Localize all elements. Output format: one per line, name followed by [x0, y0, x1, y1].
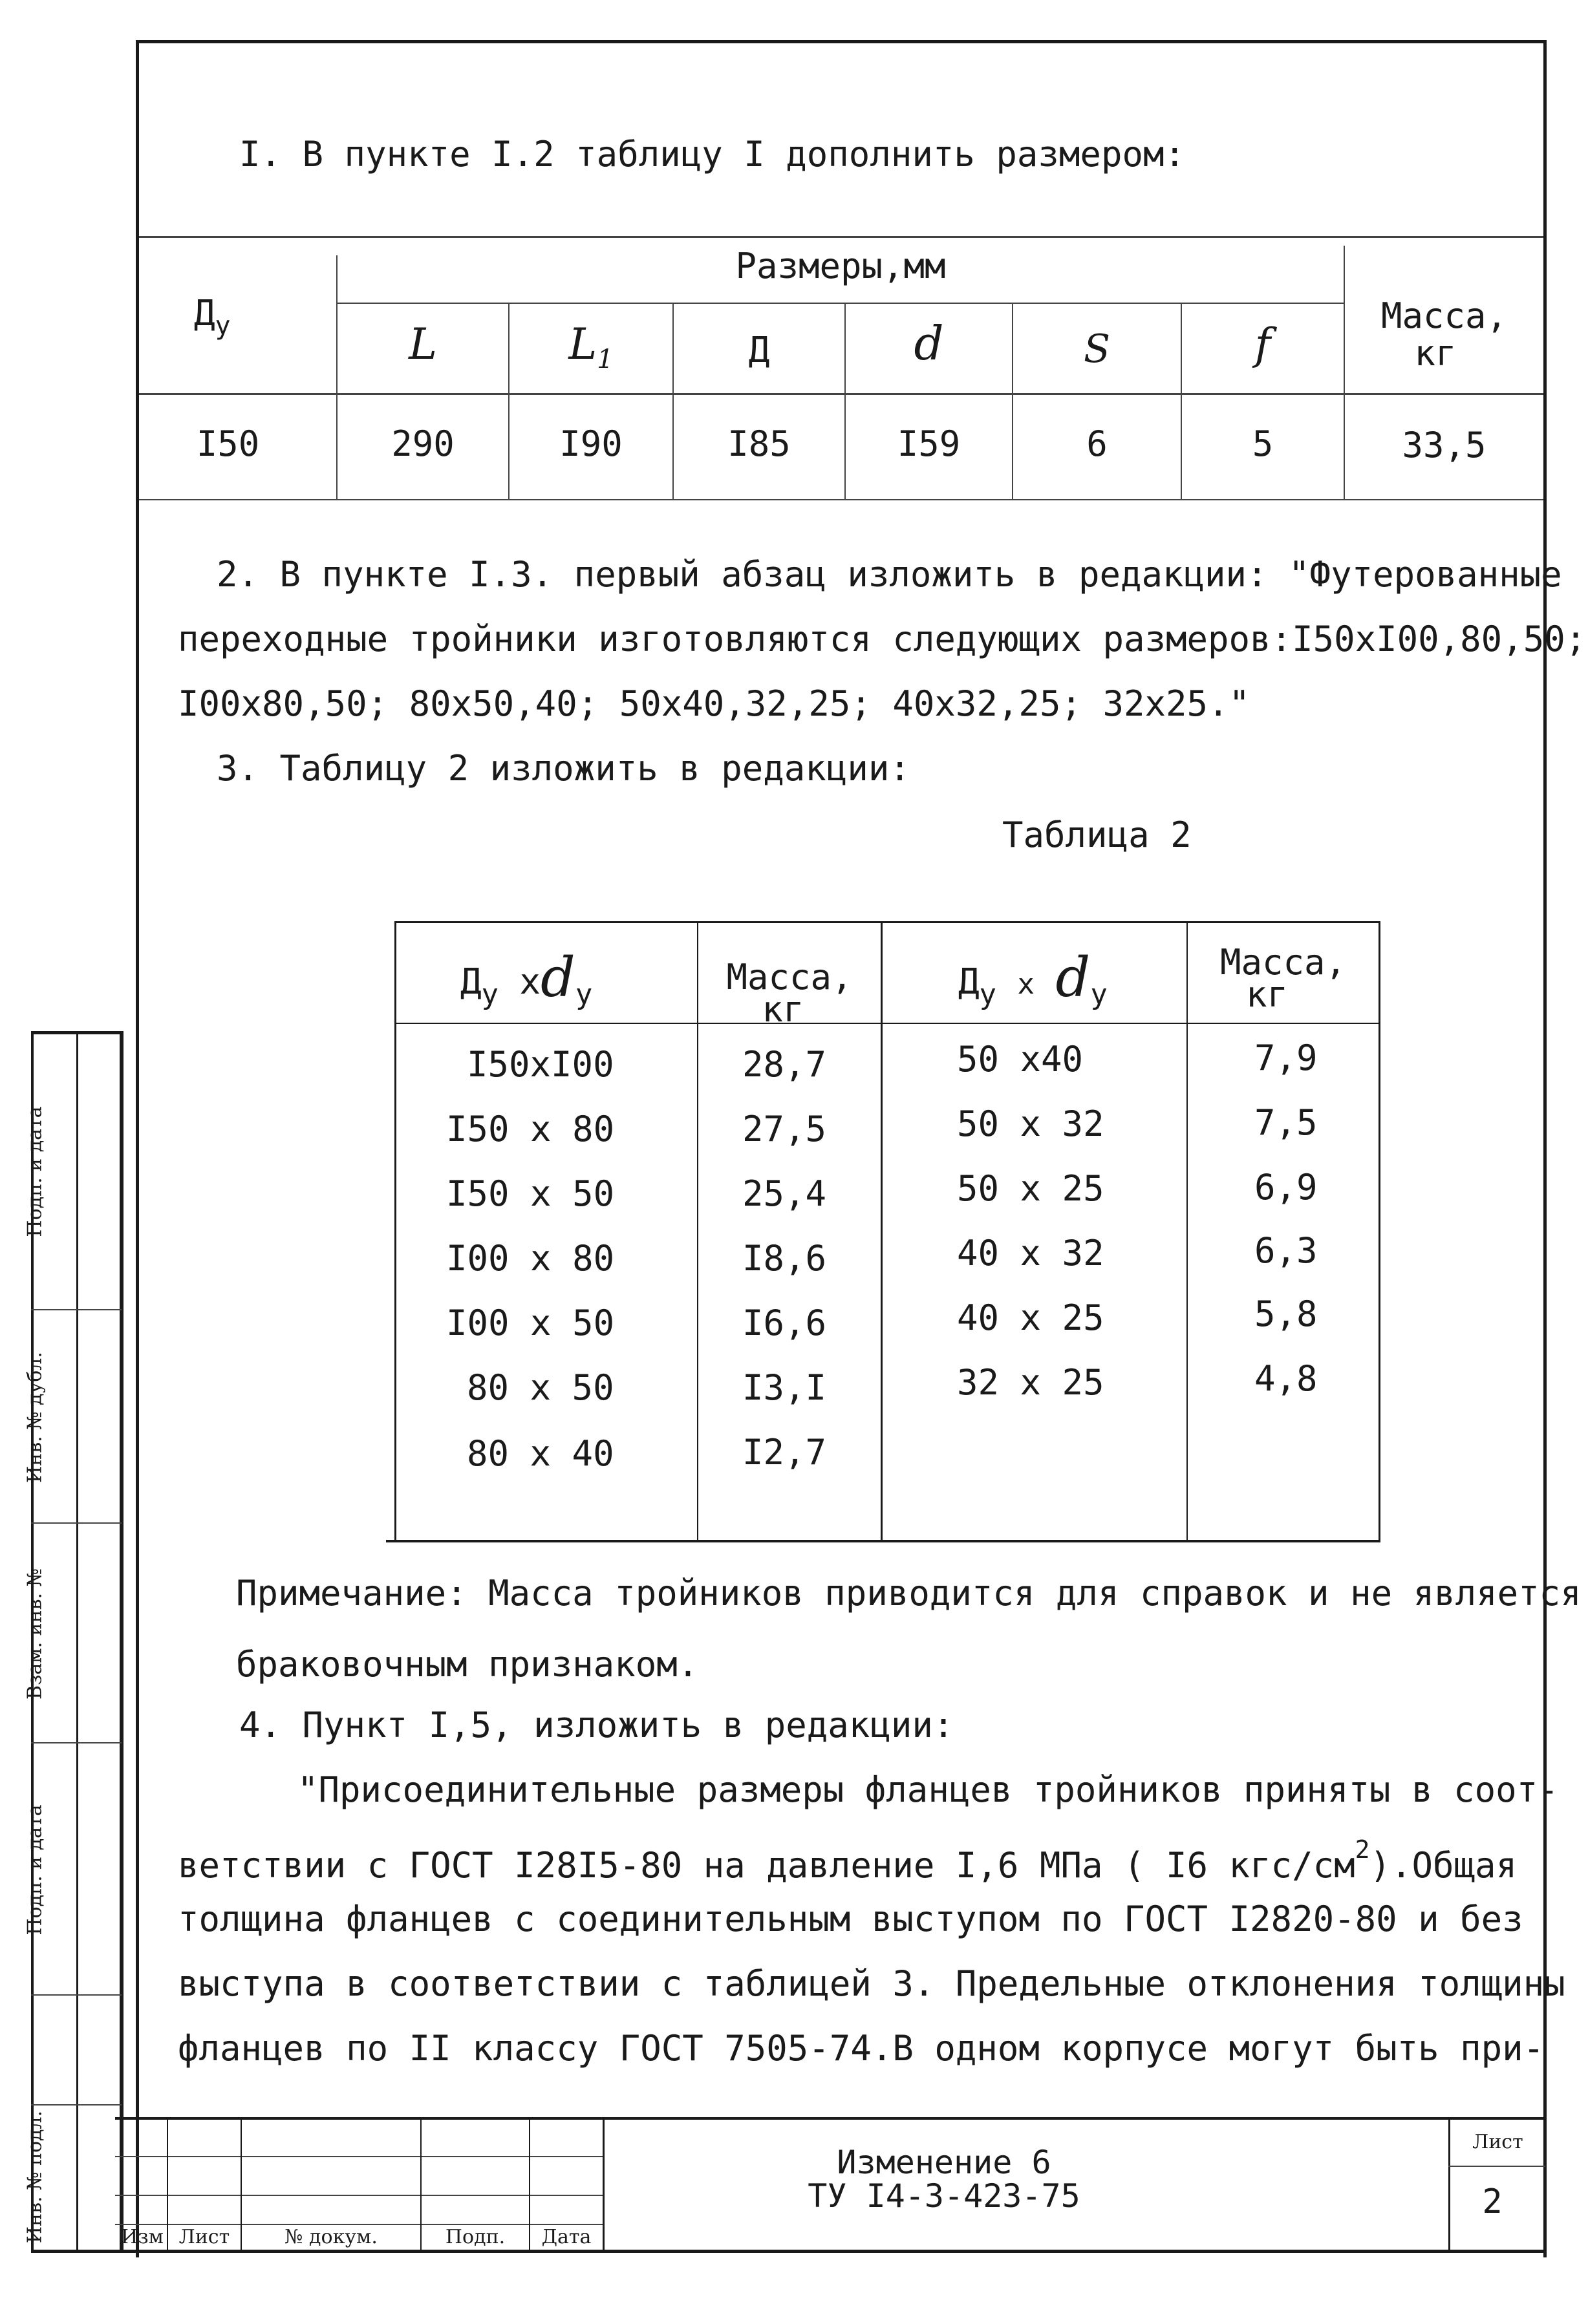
item-4-line: ветствии с ГОСТ I28I5-80 на давление I,6 МПа ( I6 кгс/$см^2).Общая$	[178, 1835, 1518, 1886]
table2-row-mass: I8,6	[742, 1238, 827, 1279]
stamp-col-date: Дата	[541, 2226, 592, 2248]
table1-header-L: L	[409, 319, 437, 369]
table2-row-mass: 7,5	[1254, 1102, 1318, 1143]
table2-row-mass: 28,7	[742, 1044, 827, 1085]
table2-row-mass: 4,8	[1254, 1358, 1318, 1399]
table1-header-du: $Д_у$	[194, 293, 231, 341]
table1-header-S: S	[1083, 326, 1111, 372]
table1-header-d: d	[914, 316, 944, 370]
table1-cell: I50	[196, 423, 260, 464]
item-4-line: "Присоединительные размеры фланцев тройников приняты в соот-	[297, 1769, 1559, 1810]
table2-row-mass: I6,6	[742, 1303, 827, 1343]
table2-row-size: 40 x 25	[957, 1297, 1104, 1338]
table1-cell: 5	[1252, 423, 1274, 464]
table1-cell: 290	[391, 423, 455, 464]
item-4-text: 4. Пункт I,5, изложить в редакции:	[239, 1705, 954, 1745]
stamp-sheet-label: Лист	[1472, 2131, 1523, 2153]
table2-header-mass-unit-right: кг	[1245, 974, 1289, 1015]
item-4-line: толщина фланцев с соединительным выступом по ГОСТ I2820-80 и без	[178, 1899, 1523, 1939]
stamp-title: Изменение 6	[837, 2144, 1051, 2181]
table2-row-mass: 27,5	[742, 1109, 827, 1149]
table2-row-size: I00 x 50	[446, 1303, 615, 1343]
table1-cell: 6	[1086, 423, 1108, 464]
side-label-replace-inv: Взам. инв. №	[23, 1568, 47, 1700]
stamp-sheet-number: 2	[1482, 2182, 1503, 2221]
table1-cell: I85	[727, 423, 791, 464]
table2-row-size: I50 x 50	[446, 1173, 615, 1214]
table2-header-mass-left: Масса,	[726, 957, 853, 997]
table2-row-size: 50 x40	[957, 1039, 1084, 1080]
side-label-sign-date-2: Подп. и дата	[23, 1804, 47, 1935]
side-label-sign-date: Подп. и дата	[23, 1106, 47, 1237]
item-2-line: 2. В пункте I.3. первый абзац изложить в редакции: "Футерованные	[217, 554, 1562, 595]
table2-row-size: 40 x 32	[957, 1233, 1104, 1274]
table1-header-f: f	[1254, 319, 1271, 369]
item-1-text: I. В пункте I.2 таблицу I дополнить размером:	[239, 134, 1185, 175]
table2-row-mass: 6,9	[1254, 1167, 1318, 1208]
table1-header-mass-unit: кг	[1414, 333, 1457, 374]
table2-row-size: I50 x 80	[446, 1109, 615, 1149]
item-4-line: выступа в соответствии с таблицей 3. Предельные отклонения толщины	[178, 1963, 1565, 2004]
stamp-col-sheet: Лист	[178, 2226, 230, 2248]
table2-row-mass: I3,I	[742, 1367, 827, 1408]
side-label-orig-inv: Инв. № подл.	[23, 2110, 47, 2244]
item-3-text: 3. Таблицу 2 изложить в редакции:	[217, 748, 910, 789]
table1-cell: I59	[897, 423, 961, 464]
note-line: Примечание: Масса тройников приводится для справок и не является	[236, 1573, 1582, 1614]
table2-row-mass: I2,7	[742, 1432, 827, 1473]
table2-row-size: I00 x 80	[446, 1238, 615, 1279]
table2-row-size: 32 x 25	[957, 1362, 1104, 1403]
stamp-col-change: Изм	[121, 2226, 164, 2248]
table2-row-size: 80 x 40	[467, 1433, 614, 1474]
item-2-line: переходные тройники изготовляются следующих размеров:I50xI00,80,50;	[178, 619, 1587, 659]
table1-header-L1: $L_1$	[568, 319, 614, 374]
table2-header-size-right: $Д_у$ x $d_у$	[958, 946, 1108, 1011]
table2-header-mass-right: Масса,	[1219, 942, 1347, 983]
table1-group-header: Размеры,мм	[735, 246, 946, 286]
table1-cell: I90	[559, 423, 623, 464]
note-line: браковочным признаком.	[236, 1644, 699, 1685]
stamp-doc-code: ТУ I4-3-423-75	[808, 2177, 1080, 2215]
stamp-col-sign: Подп.	[445, 2226, 506, 2248]
table2-row-size: I50xI00	[467, 1044, 614, 1085]
table2-header-mass-unit-left: кг	[762, 989, 804, 1030]
table2-header-size-left: $Д_у$ $xd_у$	[460, 946, 593, 1011]
side-label-dup-inv: Инв. № дубл.	[23, 1352, 47, 1483]
table2-row-size: 50 x 25	[957, 1168, 1104, 1209]
table1-cell: 33,5	[1402, 425, 1486, 465]
table2-row-mass: 5,8	[1254, 1294, 1318, 1334]
item-2-line: I00x80,50; 80x50,40; 50x40,32,25; 40x32,25; 32x25."	[178, 683, 1250, 724]
table1-header-D: Д	[748, 330, 770, 370]
item-4-line: фланцев по II классу ГОСТ 7505-74.В одном корпусе могут быть при-	[178, 2028, 1545, 2069]
table2-row-mass: 7,9	[1254, 1038, 1318, 1078]
table2-caption: Таблица 2	[1002, 815, 1192, 855]
table2-row-size: 80 x 50	[467, 1367, 614, 1408]
table2-row-size: 50 x 32	[957, 1103, 1104, 1144]
table1-header-mass: Масса,	[1380, 295, 1508, 336]
stamp-col-doc: № докум.	[284, 2226, 378, 2248]
table2-row-mass: 25,4	[742, 1173, 827, 1214]
table2-row-mass: 6,3	[1254, 1230, 1318, 1271]
